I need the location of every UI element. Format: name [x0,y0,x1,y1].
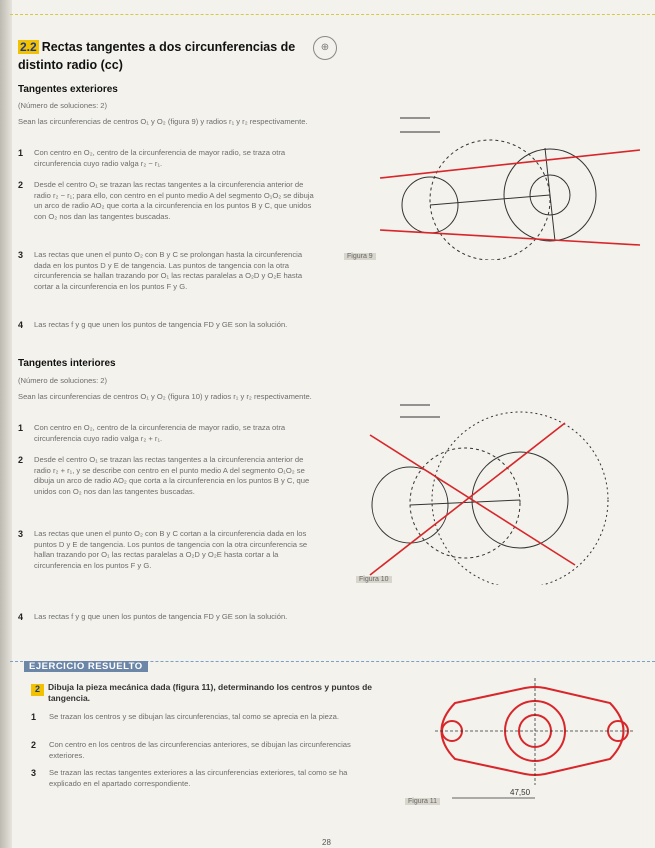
exercise-statement: Dibuja la pieza mecánica dada (figura 11), determinando los centros y puntos de tangencia. [48,682,373,703]
exercise-step: 3 Se trazan las rectas tangentes exteriores a las circunferencias exteriores, tal como se ha explicado en el apartado correspondiente. [31,768,348,788]
magnifier-icon: ⊕ [313,36,337,60]
exterior-subnote: (Número de soluciones: 2) [18,101,108,110]
exterior-step: 4 Las rectas f y g que unen los puntos de tangencia FD y GE son la solución. [18,320,288,330]
interior-step: 4 Las rectas f y g que unen los puntos de tangencia FD y GE son la solución. [18,612,288,622]
exterior-step: 3 Las rectas que unen el punto O₂ con B y C se prolongan hasta la circunferencia dada en los puntos D y E de tangencia. Las puntos de tangencia con la otra circunferencia se hallan trazando por O₁ las rectas paralelas a O₂D y O₂E hasta cortar a la circunferencia en los puntos F y G. [18,250,303,291]
page-gutter [0,0,12,848]
figure-11-diagram [415,673,650,808]
exercise-step: 1 Se trazan los centros y se dibujan las circunferencias, tal como se aprecia en la pieza. [31,712,339,722]
tangent-line-lower [380,230,640,245]
section-number: 2.2 [20,40,37,54]
interior-intro: Sean las circunferencias de centros O₁ y O₂ (figura 10) y radios r₁ y r₂ respectivamente. [18,392,312,401]
interior-step: 2 Desde el centro O₁ se trazan las rectas tangentes a la circunferencia anterior de radio r₂ + r₁, y se describe con centro en el punto medio A del segmento O₁O₂ se dibuja un arco de radio AO₂ que corta a la circunferencia en los puntos B y C, que unidos con O₂ nos dan las tangentes buscadas. [18,455,310,496]
heading-interior: Tangentes interiores [18,358,116,369]
section-title: Rectas tangentes a dos circunferencias de distinto radio (cc) [18,40,296,72]
heading-exterior: Tangentes exteriores [18,84,118,95]
figure-9-diagram [340,110,650,260]
exercise-step: 2 Con centro en los centros de las circunferencias anteriores, se dibujan las circunferencias exteriores. [31,740,351,760]
exterior-step: 1 Con centro en O₂, centro de la circunferencia de mayor radio, se traza otra circunferencia cuyo radio valga r₂ − r₁. [18,148,286,168]
tangent-line-cross-2 [370,423,565,575]
interior-step: 3 Las rectas que unen el punto O₂ con B y C cortan a la circunferencia dada en los puntos D y E de tangencia. Los puntos de tangencia con la otra circunferencia se hallan trazando por O₁ las rectas paralelas a O₂D y O₂E hasta cortar a la circunferencia en los puntos F y G. [18,529,308,570]
interior-step: 1 Con centro en O₂, centro de la circunferencia de mayor radio, se traza otra circunferencia cuyo radio valga r₂ + r₁. [18,423,286,443]
figure-11-tag: Figura 11 [405,798,440,805]
figure-9-tag: Figura 9 [344,253,376,260]
page-number: 28 [322,838,331,847]
exterior-intro: Sean las circunferencias de centros O₁ y O₂ (figura 9) y radios r₁ y r₂ respectivamente. [18,117,308,126]
figure-10-tag: Figura 10 [356,576,392,583]
top-rule [10,14,655,15]
section-header [18,38,318,74]
figure-10-diagram [340,395,650,585]
exercise-number: 2 [31,684,44,696]
tangent-line-cross-1 [370,435,575,565]
exterior-step: 2 Desde el centro O₁ se trazan las rectas tangentes a la circunferencia anterior de radio r₂ − r₁; para ello, con centro en el punto medio A del segmento O₁O₂ se dibuja un arco de radio AO₂ que corta a la circunferencia en los puntos B y C, que unidos con O₂ nos dan las tangentes buscadas. [18,180,314,221]
interior-subnote: (Número de soluciones: 2) [18,376,108,385]
tangent-line-upper [380,150,640,178]
exercise-band-label: EJERCICIO RESUELTO [24,661,148,672]
dimension-label: 47,50 [510,788,531,797]
